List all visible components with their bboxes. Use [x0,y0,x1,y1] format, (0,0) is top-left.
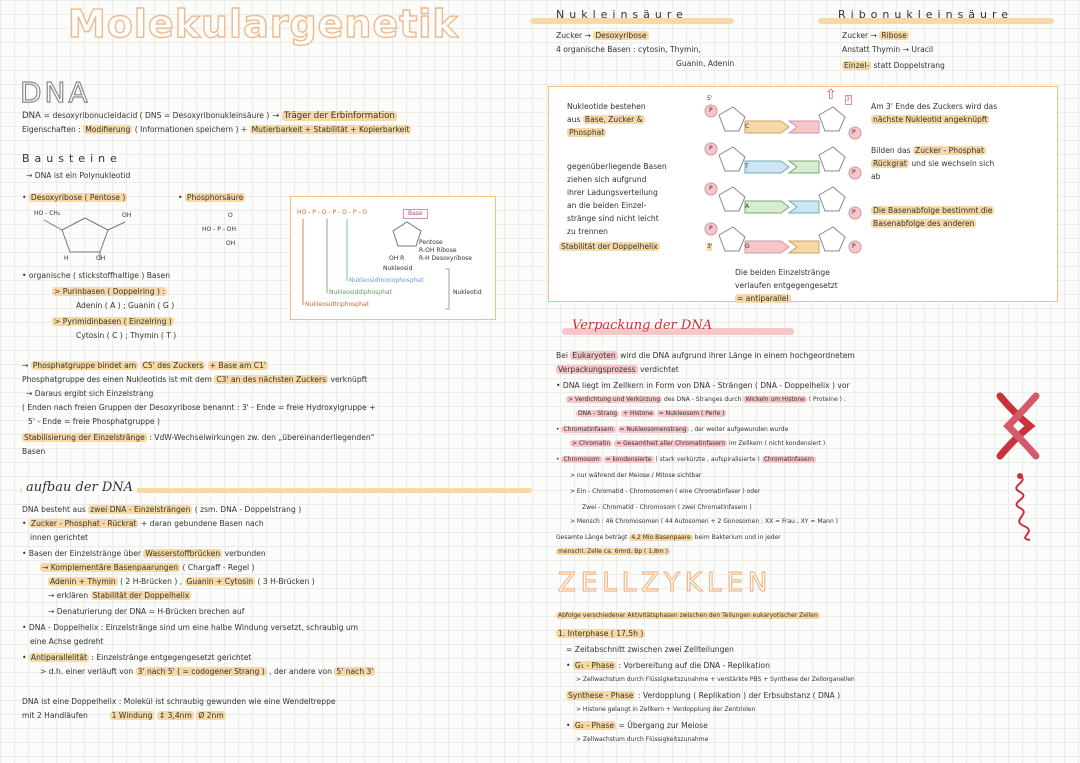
aufbau-line-1 [22,504,301,515]
p2b: C3' an des nächsten Zuckers [216,375,327,384]
v-l4a: > Verdichtung und Verkürzung [568,396,661,403]
strand-left-5: gegenüberliegende Basen [567,162,667,171]
strand-right-4a: Rückgrat [873,159,907,168]
verp-line-6: • Chromatinfasern = Nukleosomenstrang , der weiter aufgewunden wurde [556,426,789,433]
base-a-label: A [745,203,750,210]
basen-text: organische ( stickstoffhaltige ) Basen [28,271,171,280]
p6b: : VdW-Wechselwirkungen zw. den „übereinanderliegenden" [149,433,375,442]
three-prime-bottom: 3' [707,243,713,250]
zz-l8b: = Übergang zur Meiose [618,721,708,730]
diagram-diphosphat: Nukleosiddiphosphat [329,289,392,296]
three-prime-top: 3' [846,96,852,103]
diagram-pentose: Pentose [419,239,443,246]
a-l6c: Guanin + Cytosin [186,577,254,586]
v-l8b: = kondensierte [605,456,652,463]
strand-right-7 [871,218,976,229]
diagram-triphosphat: Nukleosidtriphosphat [305,301,369,308]
double-strand-graphic [689,87,879,262]
strand-left-1: Nukleotide bestehen [567,102,646,111]
rna-zucker-a: Zucker → [842,31,877,40]
pyrimidin-label [52,316,174,327]
v-l6a: Chromatinfasern [563,426,614,433]
a-l12c: , der andere von [269,667,332,676]
strand-diagram [548,86,1058,302]
strand-bottom-3 [735,293,791,304]
zz-line-3: = Zeitabschnitt zwischen zwei Zellteilungen [566,645,734,654]
verp-line-8: • Chromosom = kondensierte ( stark verkürzte , aufspiralisierte ) Chromatinfasern [556,456,814,463]
mol-oh-bottom: OH [96,255,106,262]
p1c: + Base am C1' [209,361,266,370]
dna-definition [22,110,397,122]
a-l4a: Basen der Einzelstränge über [28,549,141,558]
a-l4b: Wasserstoffbrücken [145,549,221,558]
arrow-icon: → [272,111,280,121]
v-l8d: Chromatinfasern [763,456,814,463]
strand-bottom-2: verlaufen entgegengesetzt [735,281,838,290]
diagram-nukleosid: Nukleosid [383,265,413,272]
a-l14a: mit 2 Handläufen [22,711,88,720]
v-l4c: Wickeln um Histone [745,396,805,403]
rna-einzel-b: statt Doppelstrang [873,61,945,70]
strand-left-8: an die beiden Einzel- [567,201,647,210]
strand-left-11 [559,241,660,252]
verp-line-7 [570,440,825,448]
v-l5a: DNA - Strang [578,410,618,417]
verp-line-14 [556,548,670,556]
phosphat-line-7: Basen [22,447,46,456]
a-l2a: Zucker - Phosphat - Rückrat [30,519,137,528]
verp-line-9: > nur während der Meiose / Mitose sichtbar [570,472,702,479]
nukleinsaeure-heading: Nukleinsäure [556,8,688,21]
strand-right-6-text: Die Basenabfolge bestimmt die [873,206,993,215]
rna-heading: Ribonukleinsäure [838,8,1014,21]
v-l2a: Verpackungsprozess [558,365,636,374]
diagram-phosphate-chain: HO - P - O - P - O - P - O [297,209,368,216]
rna-zucker-b: Ribose [881,31,907,40]
chromosome-illustration [980,386,1060,546]
phos-top: O [228,212,233,219]
five-prime-top: 5' [707,95,713,102]
v-l13a: Gesamte Länge beträgt [556,534,628,541]
verpackung-heading: Verpackung der DNA [572,318,713,333]
aufbau-line-7 [48,590,191,601]
mol-oh-right: OH [122,212,132,219]
v-l6b: = Nukleosomenstrang [619,426,687,433]
nucleotide-diagram [290,196,496,320]
base-t-label: T [745,163,749,170]
strand-left-4 [567,127,606,138]
aufbau-line-2: • Zucker - Phosphat - Rückrat + daran gebundene Basen nach [22,519,264,528]
zz-l4a: G₁ - Phase [574,661,615,670]
v-l2b: verdichtet [640,365,679,374]
p-label-8: P [852,243,856,250]
strand-bottom-3-text: = antiparallel [737,294,789,303]
diagram-monophosphat: Nukleosidmonophosphat [349,277,424,284]
zz-line-9: > Zellwachstum durch Flüssigkeitszunahme [576,736,709,743]
p-label-1: P [709,107,713,114]
strand-right-4 [871,158,994,169]
props-label: Eigenschaften : [22,125,81,134]
v-l8c: ( stark verkürzte , aufspiralisierte ) [655,456,760,463]
verp-line-11: Zwei - Chromatid - Chromosom ( zwei Chromatinfasern ) [582,504,752,511]
a-l12a: > d.h. einer verläuft von [40,667,134,676]
p2c: verknüpft [330,375,368,384]
phos-bot: OH [226,240,236,247]
p-label-3: P [709,185,713,192]
diagram-base: Base [403,209,428,219]
purin-list: Adenin ( A ) ; Guanin ( G ) [76,301,175,310]
rna-einzel-a: Einzel- [844,61,870,70]
strand-right-4b: und sie wechseln sich [911,159,995,168]
v-l6c: , der weiter aufgewunden wurde [690,426,789,433]
zz-line-2 [556,628,645,639]
p6a: Stabilisierung der Einzelstränge [24,433,145,442]
diagram-ribose: R-OH Ribose [419,247,457,254]
p2a: Phosphatgruppe des einen Nukleotids ist mit dem [22,375,212,384]
a-l5a: → Komplementäre Basenpaarungen [42,563,179,572]
zz-l4b: : Vorbereitung auf die DNA - Replikation [618,661,770,670]
props-modifierung: Modifierung [85,125,131,134]
p-label-2: P [709,145,713,152]
v-l5b: + Histone [623,410,653,417]
phosphorsaeure-label: • Phosphorsäure [178,193,244,202]
strand-right-2-text: nächste Nukleotid angeknüpft [873,115,988,124]
a-l11b: : Einzelstränge entgegengesetzt gerichtet [91,653,252,662]
v-l13c: beim Bakterium und in jeder [694,534,781,541]
a-l9b: : Einzelstränge sind um eine halbe Windung versetzt, schraubig um [100,623,359,632]
v-l1c: wird die DNA aufgrund ihrer Länge in einem hochgeordnetem [620,351,855,360]
v-l3: DNA liegt im Zellkern in Form von DNA - Strängen ( DNA - Doppelhelix ) vor [562,381,850,390]
zz-line-1 [556,612,820,620]
props-info: ( Informationen speichern ) + [134,125,248,134]
aufbau-line-4: • Basen der Einzelstränge über Wasserstoffbrücken verbunden [22,549,266,558]
zz-l6a: Synthese - Phase [568,691,634,700]
pyrimidin-list: Cytosin ( C ) ; Thymin ( T ) [76,331,177,340]
strand-right-7-text: Basenabfolge des anderen [873,219,975,228]
verp-line-10: > Ein - Chromatid - Chromosomen ( eine Chromatinfaser ) oder [570,488,761,495]
diagram-brackets [291,197,495,319]
nuk-basen-c: Guanin, Adenin [676,59,735,68]
phosphat-line-2 [22,374,367,385]
strand-right-3 [871,145,986,156]
v-l1b: Eukaryoten [572,351,616,360]
def-c: Träger der Erbinformation [284,111,395,121]
aufbau-line-11: • Antiparallelität : Einzelstränge entgegengesetzt gerichtet [22,653,252,662]
zz-line-7: > Histone gelangt in Zellkern + Verdopplung der Zentriolen [576,706,756,713]
v-l5c: = Nukleosom ( Perle ) [658,410,725,417]
pyrimidin-text: > Pyrimidinbasen ( Einzelring ) [54,317,172,326]
rna-einzel [842,60,945,71]
strand-right-3a: Bilden das [871,146,911,155]
zz-l2: 1. Interphase ( 17,5h ) [558,629,644,638]
zz-line-6 [566,690,840,701]
aufbau-line-3: innen gerichtet [30,533,88,542]
v-l7a: > Chromatin [572,440,611,447]
a-l7b: Stabilität der Doppelhelix [92,591,190,600]
zz-line-4: • G₁ - Phase : Vorbereitung auf die DNA - Replikation [566,661,770,670]
strand-left-3: Base, Zucker & [584,115,643,124]
v-l7c: im Zellkern ( nicht kondensiert ) [729,440,826,447]
nuk-basen-b: cytosin, Thymin, [638,45,701,54]
aufbau-line-5 [40,562,254,573]
v-l13b: 4,2 Mio Basenpaare [631,534,691,541]
bausteine-heading: Bausteine [22,152,122,165]
strand-right-2 [871,114,989,125]
phosphat-line-4: ( Enden nach freien Gruppen der Desoxyribose benannt : 3' - Ende = freie Hydroxylgruppe + [22,403,376,412]
a-l1a: DNA besteht aus [22,505,86,514]
p1a: Phosphatgruppe bindet am [32,361,137,370]
zz-line-8: • G₂ - Phase = Übergang zur Meiose [566,721,708,730]
props-rest: Mutierbarkeit + Stabilität + Kopierbarkeit [251,125,410,134]
basen-label: • organische ( stickstoffhaltige ) Basen [22,271,171,280]
p-label-7: P [852,209,856,216]
desoxy-text: Desoxyribose ( Pentose ) [30,193,126,202]
arrow-up-icon: ⇧ [825,87,837,103]
aufbau-line-10: eine Achse gedreht [30,637,104,646]
p-label-6: P [852,169,856,176]
phos-mid: HO - P - OH [202,226,237,233]
verp-line-4 [566,396,846,404]
diagram-desoxyribose: R-H Desoxyribose [419,255,472,262]
a-l5b: ( Chargaff - Regel ) [182,563,255,572]
aufbau-line-12 [40,666,375,677]
base-g-label: G [745,243,750,250]
a-l2b: + daran gebundene Basen nach [140,519,264,528]
v-l1a: Bei [556,351,568,360]
zz-l1: Abfolge verschiedener Aktivitätsphasen zwischen den Teilungen eukaryotischer Zellen [558,612,818,619]
strand-bottom-1: Die beiden Einzelstränge [735,268,830,277]
phosphat-line-1: → Phosphatgruppe bindet am C5' des Zuckers + Base am C1' [22,361,266,370]
purin-label [52,286,167,297]
verp-line-2 [556,364,679,375]
v-l4d: ( Proteine ) : [808,396,846,403]
p-label-5: P [852,129,856,136]
zellzyklen-heading: ZELLZYKLEN [558,568,773,598]
aufbau-line-14 [22,710,226,721]
a-l11a: Antiparallelität [30,653,87,662]
mol-hoch: HO - CH₂ [34,210,61,217]
strand-left-10: zu trennen [567,227,608,236]
purin-text: > Purinbasen ( Doppelring ) : [54,287,165,296]
a-l9a: DNA - Doppelhelix [28,623,99,632]
strand-right-5: ab [871,172,881,181]
p1b: C5' des Zuckers [142,361,204,370]
diagram-nukleotid: Nukleotid [453,289,482,296]
zz-l6b: : Verdopplung ( Replikation ) der Erbsubstanz ( DNA ) [637,691,841,700]
phosphat-line-3: → Daraus ergibt sich Einzelstrang [26,389,154,398]
strand-right-1: Am 3' Ende des Zuckers wird das [871,102,998,111]
aufbau-line-6 [48,576,315,587]
a-l7a: → erklären [48,591,89,600]
a-l4c: verbunden [224,549,266,558]
verp-line-13 [556,534,781,542]
verp-line-12: > Mensch : 46 Chromosomen ( 44 Autosomen + 2 Gonosomen : XX = Frau , XY = Mann ) [570,518,839,525]
a-l6d: ( 3 H-Brücken ) [257,577,315,586]
dna-properties [22,124,411,135]
mol-h: H [64,255,69,262]
strand-left-2a: aus [567,115,581,124]
base-c-label: C [745,123,750,130]
aufbau-line-13: DNA ist eine Doppelhelix : Molekül ist schraubig gewunden wie eine Wendeltreppe [22,697,336,706]
v-l7b: = Gesamtheit aller Chromatinfasern [616,440,726,447]
nuk-zucker-a: Zucker → [556,31,591,40]
a-l14b: 1 Windung [111,711,153,720]
strand-left-4-text: Phosphat [569,128,605,137]
aufbau-line-8: → Denaturierung der DNA = H-Brücken brechen auf [48,607,245,616]
phosphat-line-5: 5' - Ende = freie Phosphatgruppe ) [28,417,160,426]
aufbau-heading: aufbau der DNA [22,480,137,495]
nuk-zucker [556,30,649,41]
phosphor-text: Phosphorsäure [186,193,244,202]
a-l6a: Adenin + Thymin [50,577,116,586]
a-l1c: ( zsm. DNA - Doppelstrang ) [194,505,302,514]
desoxyribose-label: • Desoxyribose ( Pentose ) [22,193,126,202]
a-l1b: zwei DNA - Einzelsträngen [90,505,191,514]
rna-zucker [842,30,909,41]
diagram-oh-r: OH R [389,255,405,262]
polynuk-text: DNA ist ein Polynukleotid [34,171,131,180]
a-l14d: Ø 2nm [198,711,224,720]
nuk-basen-a: 4 organische Basen : [556,45,636,54]
verp-line-1 [556,350,855,361]
strand-left-6: ziehen sich aufgrund [567,175,647,184]
v-l14: menschl. Zelle ca. 6mrd. Bp ( 1,8m ) [558,548,668,555]
strand-right-6 [871,205,994,216]
v-l8a: Chromosom [563,456,600,463]
def-b: = desoxyribonucleidacid ( DNS = Desoxyribonukleinsäure ) [43,111,270,120]
nuk-zucker-b: Desoxyribose [595,31,647,40]
strand-left-7: ihrer Ladungsverteilung [567,188,658,197]
v-l4b: des DNA - Stranges durch [664,396,742,403]
strand-right-3b: Zucker - Phosphat [915,146,984,155]
zz-line-5: > Zellwachstum durch Flüssigkeitszunahme + verstärkte PBS + Synthese der Zellorganellen [576,676,855,683]
a-l6b: ( 2 H-Brücken ) , [120,577,183,586]
a-l12d: 5' nach 3' [336,667,374,676]
strand-left-11-text: Stabilität der Doppelhelix [561,242,658,251]
zz-l8a: G₂ - Phase [574,721,615,730]
rna-anstatt: Anstatt Thymin → Uracil [842,45,934,54]
verp-line-5 [576,410,726,418]
a-l12b: 3' nach 5' ( = codogener Strang ) [137,667,265,676]
a-l14c: ↕ 3,4nm [158,711,192,720]
nuk-basen [556,44,701,55]
phosphat-line-6 [22,432,374,443]
polynukleotid-line: → DNA ist ein Polynukleotid [26,171,131,180]
def-a: DNA [22,111,41,121]
verp-line-3: • DNA liegt im Zellkern in Form von DNA - Strängen ( DNA - Doppelhelix ) vor [556,381,850,390]
page-title: Molekulargenetik [68,2,459,46]
strand-left-9: stränge sind nicht leicht [567,214,659,223]
aufbau-line-9: • DNA - Doppelhelix : Einzelstränge sind um eine halbe Windung versetzt, schraubig um [22,623,359,632]
strand-left-2 [567,114,645,125]
dna-heading: DNA [20,76,91,109]
p-label-4: P [709,225,713,232]
